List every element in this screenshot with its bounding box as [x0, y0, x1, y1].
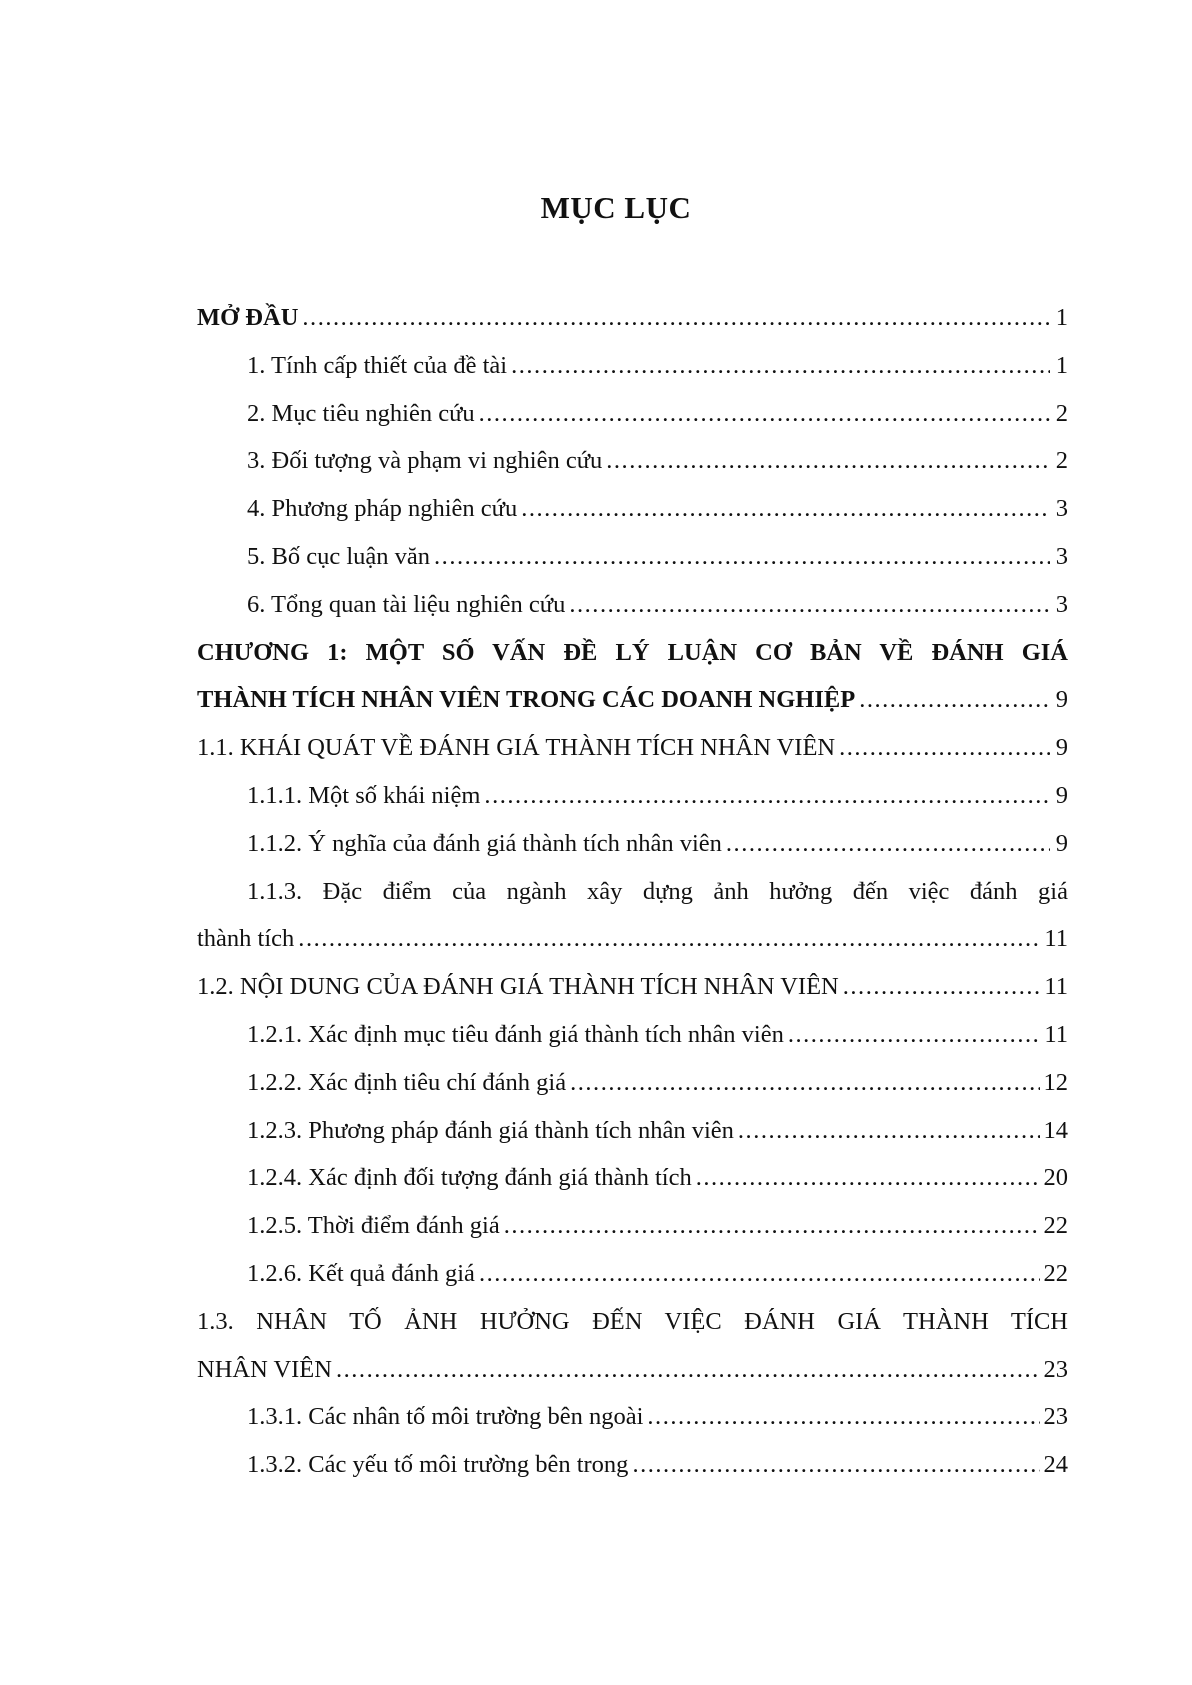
toc-entry[interactable]: [197, 724, 1068, 772]
toc-leader-dots: [647, 1393, 1039, 1441]
toc-page-number: 23: [1043, 1403, 1068, 1431]
toc-leader-dots: [843, 963, 1041, 1011]
toc-page-number: 9: [1055, 781, 1068, 809]
toc-entry[interactable]: [197, 1154, 1068, 1202]
toc-leader-dots: [521, 485, 1050, 533]
toc-leader-dots: [606, 437, 1050, 485]
toc-leader-dots: [788, 1011, 1041, 1059]
toc-entry-label: 1.2.3. Phương pháp đánh giá thành tích nhân viên: [247, 1116, 734, 1144]
toc-entry-label: 1.1.2. Ý nghĩa của đánh giá thành tích nhân viên: [247, 829, 722, 857]
toc-leader-dots: [696, 1154, 1040, 1202]
toc-entry[interactable]: [197, 1059, 1068, 1107]
toc-entry-label: thành tích: [197, 925, 295, 953]
toc-leader-dots: [726, 820, 1050, 868]
toc-entry-label: 6. Tổng quan tài liệu nghiên cứu: [247, 590, 566, 618]
toc-leader-dots: [504, 1202, 1040, 1250]
toc-entry[interactable]: [197, 437, 1068, 485]
toc-leader-dots: [569, 581, 1050, 629]
toc-entry-label: 1.3.1. Các nhân tố môi trường bên ngoài: [247, 1403, 644, 1431]
toc-entry[interactable]: [197, 915, 1068, 963]
toc-entry[interactable]: [197, 1202, 1068, 1250]
toc-entry[interactable]: [197, 1346, 1068, 1394]
toc-entry-label: MỞ ĐẦU: [197, 304, 299, 331]
toc-leader-dots: [570, 1059, 1039, 1107]
toc-page-number: 1: [1055, 351, 1068, 379]
toc-leader-dots: [479, 1250, 1040, 1298]
toc-entry[interactable]: [197, 1441, 1068, 1489]
toc-entry[interactable]: [197, 533, 1068, 581]
toc-entry[interactable]: [197, 1011, 1068, 1059]
toc-entry-label: THÀNH TÍCH NHÂN VIÊN TRONG CÁC DOANH NGHIỆP: [197, 686, 856, 714]
toc-page-number: 23: [1043, 1355, 1068, 1383]
toc-entry-label: 1. Tính cấp thiết của đề tài: [247, 351, 508, 379]
toc-entry-label: 1.1. KHÁI QUÁT VỀ ĐÁNH GIÁ THÀNH TÍCH NHÂN VIÊN: [197, 734, 836, 762]
toc-page-number: 12: [1043, 1068, 1068, 1096]
toc-page-number: 9: [1055, 734, 1068, 762]
toc-leader-dots: [859, 676, 1050, 724]
toc-leader-dots: [484, 772, 1050, 820]
toc-page-number: 14: [1043, 1116, 1068, 1144]
toc-entry-label: 3. Đối tượng và phạm vi nghiên cứu: [247, 447, 603, 475]
toc-page-number: 2: [1055, 399, 1068, 427]
toc-entry[interactable]: [197, 1250, 1068, 1298]
toc-leader-dots: [298, 915, 1040, 963]
toc-entry-label: NHÂN VIÊN: [197, 1355, 332, 1383]
toc-leader-dots: [511, 342, 1050, 390]
toc-leader-dots: [302, 294, 1050, 342]
toc-page-number: 22: [1043, 1212, 1068, 1240]
toc-leader-dots: [479, 390, 1050, 438]
toc-entry[interactable]: [197, 581, 1068, 629]
toc-entry[interactable]: [197, 390, 1068, 438]
toc-page-number: 11: [1044, 925, 1068, 953]
toc-page-number: 11: [1044, 973, 1068, 1001]
toc-entry-label: 1.2.6. Kết quả đánh giá: [247, 1259, 475, 1287]
toc-entry-label: 4. Phương pháp nghiên cứu: [247, 495, 518, 523]
toc-entry-label: 1.2.2. Xác định tiêu chí đánh giá: [247, 1068, 567, 1096]
toc-entry-label: 1.2.1. Xác định mục tiêu đánh giá thành tích nhân viên: [247, 1020, 784, 1048]
toc-entry[interactable]: [197, 963, 1068, 1011]
toc-leader-dots: [336, 1346, 1040, 1394]
toc-entry-line1[interactable]: 1.3. NHÂN TỐ ẢNH HƯỞNG ĐẾN VIỆC ĐÁNH GIÁ THÀNH TÍCH: [197, 1307, 1068, 1335]
table-of-contents: [197, 294, 1068, 1489]
toc-entry-label: 2. Mục tiêu nghiên cứu: [247, 399, 475, 427]
toc-leader-dots: [434, 533, 1050, 581]
toc-leader-dots: [839, 724, 1050, 772]
toc-entry-label: 1.3.2. Các yếu tố môi trường bên trong: [247, 1451, 629, 1479]
toc-page-number: 22: [1043, 1259, 1068, 1287]
toc-page-number: 3: [1055, 542, 1068, 570]
toc-page-number: 3: [1055, 590, 1068, 618]
toc-page-number: 3: [1055, 495, 1068, 523]
toc-entry[interactable]: [197, 1107, 1068, 1155]
toc-page-number: 2: [1055, 447, 1068, 475]
toc-page-number: 1: [1055, 304, 1068, 331]
toc-entry-line1[interactable]: CHƯƠNG 1: MỘT SỐ VẤN ĐỀ LÝ LUẬN CƠ BẢN VỀ ĐÁNH GIÁ: [197, 638, 1068, 666]
toc-entry-label: 1.2.4. Xác định đối tượng đánh giá thành tích: [247, 1164, 692, 1192]
toc-entry[interactable]: [197, 1393, 1068, 1441]
toc-entry[interactable]: [197, 294, 1068, 342]
toc-entry-label: 1.1.1. Một số khái niệm: [247, 781, 481, 809]
toc-leader-dots: [738, 1107, 1040, 1155]
toc-page-number: 11: [1044, 1020, 1068, 1048]
toc-entry[interactable]: [197, 820, 1068, 868]
toc-entry[interactable]: [197, 676, 1068, 724]
toc-entry[interactable]: [197, 342, 1068, 390]
toc-entry-label: 1.2. NỘI DUNG CỦA ĐÁNH GIÁ THÀNH TÍCH NHÂN VIÊN: [197, 973, 839, 1001]
toc-page-number: 9: [1055, 829, 1068, 857]
page-title: MỤC LỤC: [540, 190, 692, 225]
toc-page-number: 9: [1055, 686, 1068, 714]
toc-entry[interactable]: [197, 772, 1068, 820]
toc-entry-label: 5. Bố cục luận văn: [247, 542, 431, 570]
toc-entry[interactable]: [197, 485, 1068, 533]
toc-page-number: 20: [1043, 1164, 1068, 1192]
toc-entry-line1[interactable]: 1.1.3. Đặc điểm của ngành xây dựng ảnh hưởng đến việc đánh giá: [247, 877, 1068, 905]
toc-entry-label: 1.2.5. Thời điểm đánh giá: [247, 1212, 500, 1240]
toc-page-number: 24: [1043, 1451, 1068, 1479]
toc-leader-dots: [632, 1441, 1039, 1489]
